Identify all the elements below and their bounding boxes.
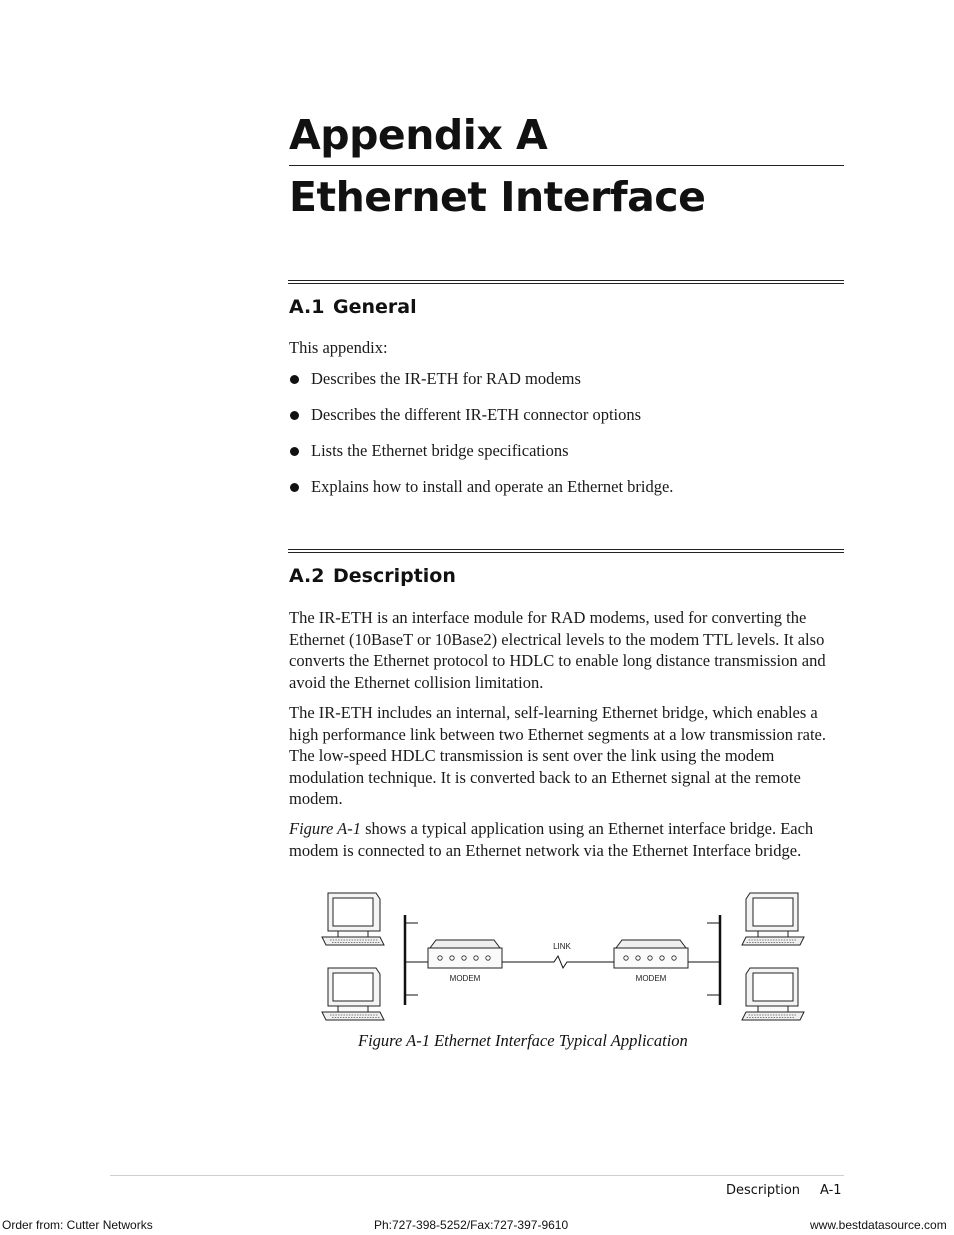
list-item: [289, 402, 845, 438]
appendix-label: Appendix A: [289, 111, 548, 159]
chapter-title: Ethernet Interface: [289, 173, 706, 221]
link-line: [502, 956, 614, 968]
bullet-icon: [290, 375, 299, 384]
modem-icon: [614, 940, 688, 968]
ethernet-application-diagram: [318, 885, 818, 1030]
right-modem-label: MODEM: [635, 974, 667, 983]
left-modem-label: MODEM: [449, 974, 481, 983]
list-item: [289, 366, 845, 402]
title-divider: [289, 165, 844, 166]
bullet-icon: [290, 483, 299, 492]
figure-caption: Figure A-1 Ethernet Interface Typical Application: [358, 1031, 688, 1050]
link-label: LINK: [553, 942, 571, 951]
section-number: A.2: [289, 565, 325, 587]
footer-section-name: Description: [726, 1183, 801, 1198]
list-item: [289, 474, 845, 510]
section-title: Description: [333, 565, 456, 587]
bullet-text: Describes the IR-ETH for RAD modems: [311, 369, 581, 388]
phone-fax-text: Ph:727-398-5252/Fax:727-397-9610: [374, 1218, 569, 1232]
computer-icon: [322, 968, 384, 1020]
order-from-text: Order from: Cutter Networks: [2, 1218, 153, 1232]
bullet-text: Describes the different IR-ETH connector options: [311, 405, 642, 424]
section-title: General: [333, 296, 417, 318]
bullet-text: Lists the Ethernet bridge specifications: [311, 441, 569, 460]
description-paragraph-1: The IR-ETH is an interface module for RAD modems, used for converting the Ethernet (10BaseT or 10Base2) electrical levels to the modem TTL levels. It also converts the Ethernet protocol to HDLC to enable long distance transmission and avoid the Ethernet collision limitation.: [289, 608, 826, 692]
figure-reference-text: shows a typical application using an Ethernet interface bridge. Each modem is connected to an Ethernet network via the Ethernet Interface bridge.: [289, 819, 814, 860]
description-paragraph-3: [289, 818, 845, 861]
figure-reference: Figure A-1: [289, 819, 361, 838]
section-number: A.1: [289, 296, 325, 318]
description-paragraph-2: The IR-ETH includes an internal, self-learning Ethernet bridge, which enables a high performance link between two Ethernet segments at a low transmission rate. The low-speed HDLC transmission is sent over the link using the modem modulation technique. It is converted back to an Ethernet signal at the remote modem.: [289, 703, 827, 808]
modem-icon: [428, 940, 502, 968]
list-item: [289, 438, 845, 474]
computer-icon: [742, 893, 804, 945]
section-heading-description: [289, 564, 456, 588]
footer-divider: [110, 1175, 844, 1176]
bullet-icon: [290, 447, 299, 456]
intro-text: This appendix:: [289, 338, 388, 357]
computer-icon: [742, 968, 804, 1020]
website-text: www.bestdatasource.com: [810, 1218, 947, 1232]
page-number: A-1: [820, 1183, 842, 1198]
section-divider-a1: [288, 280, 844, 284]
section-divider-a2: [288, 549, 844, 553]
section-heading-general: [289, 295, 417, 319]
computer-icon: [322, 893, 384, 945]
bullet-text: Explains how to install and operate an Ethernet bridge.: [311, 477, 674, 496]
bullet-icon: [290, 411, 299, 420]
bullet-list: [289, 366, 845, 510]
